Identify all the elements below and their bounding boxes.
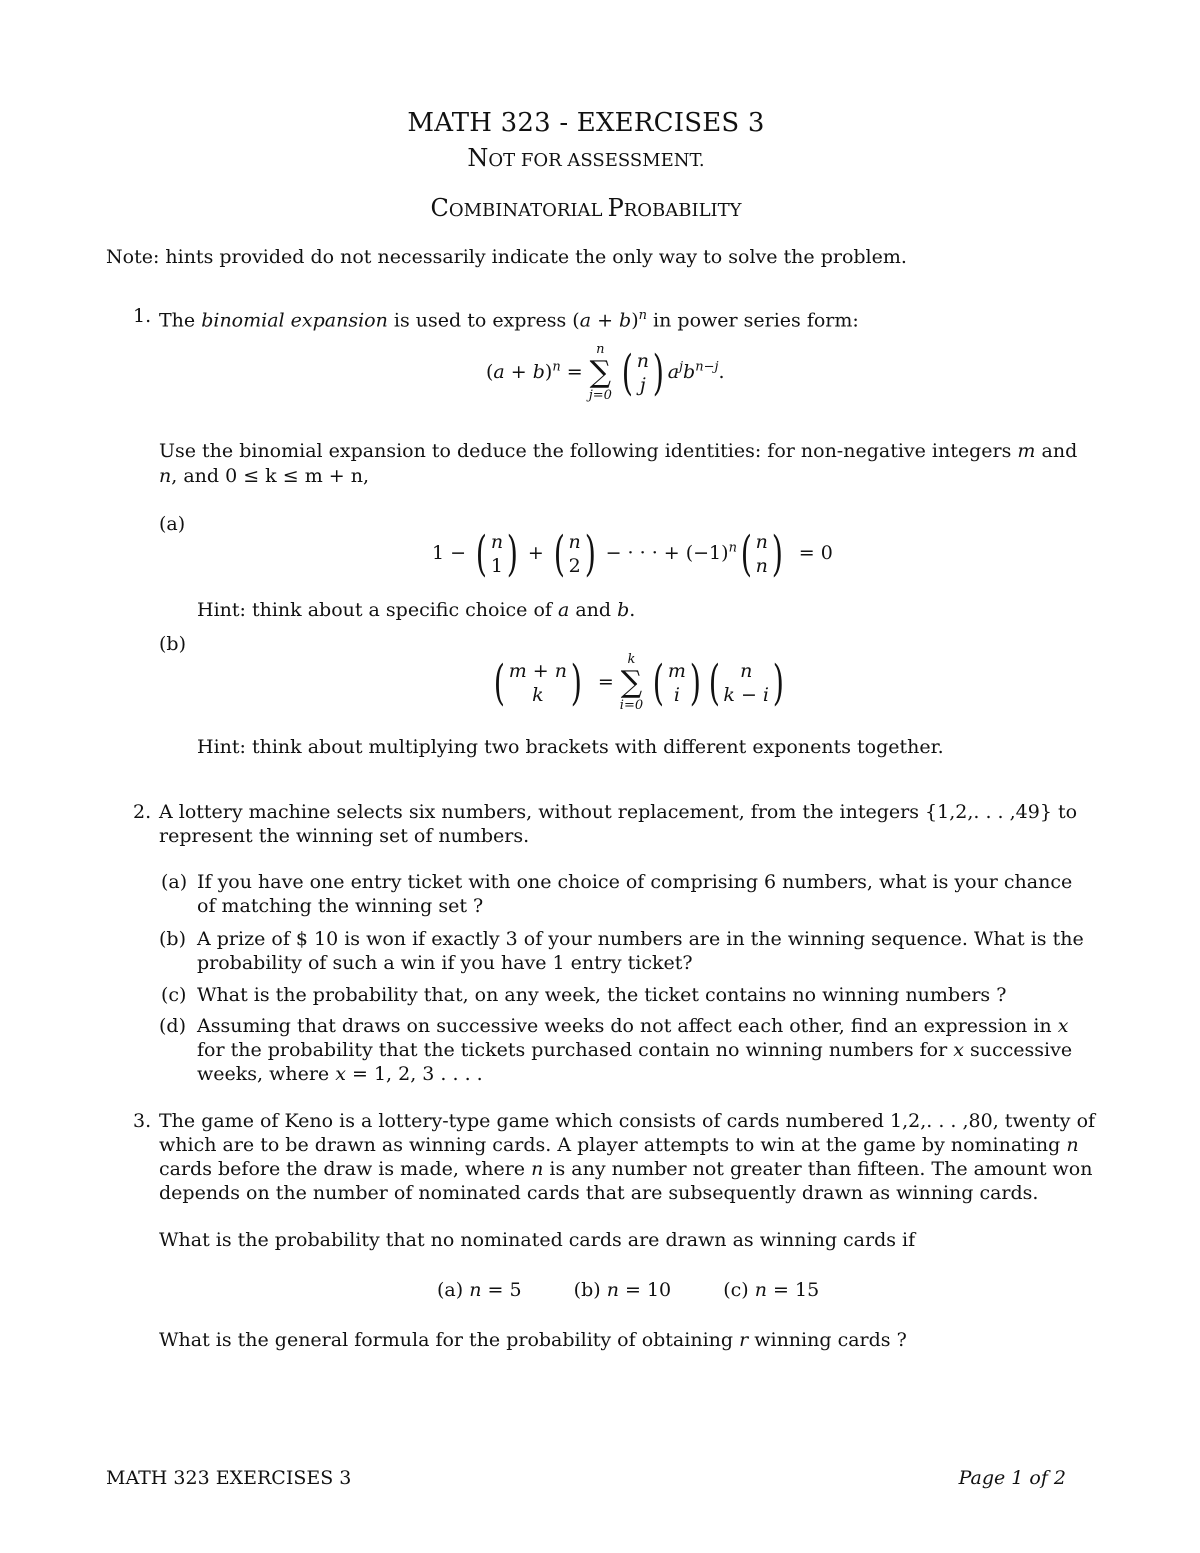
q1-use-line2: n, and 0 ≤ k ≤ m + n, (159, 465, 369, 487)
q2-c-line1: What is the probability that, on any week, the ticket contains no winning numbers ? (197, 984, 1007, 1006)
q2-d-label: (d) (159, 1015, 186, 1037)
q3-number: 3. (133, 1110, 152, 1132)
q2-d-line2: for the probability that the tickets purchased contain no winning numbers for x successive (197, 1039, 1073, 1061)
q1-use-line1: Use the binomial expansion to deduce the following identities: for non-negative integers m and (159, 440, 1078, 462)
hint-a: Hint: think about a specific choice of a and b. (197, 599, 636, 621)
q2-intro-line2: represent the winning set of numbers. (159, 825, 530, 847)
q2-a-label: (a) (161, 871, 188, 893)
q1-intro: The binomial expansion is used to express $(a + b)^n$ in power series form: (159, 308, 859, 332)
footer-page-number: Page 1 of 2 (958, 1467, 1066, 1489)
topic-heading: COMBINATORIAL PROBABILITY (430, 194, 742, 222)
q2-b-line1: A prize of $ 10 is won if exactly 3 of your numbers are in the winning sequence. What is the (197, 928, 1084, 950)
q3-line3: cards before the draw is made, where n is any number not greater than fifteen. The amount won (159, 1158, 1093, 1180)
q1-part-a-label: (a) (159, 513, 186, 535)
footer-left: MATH 323 EXERCISES 3 (106, 1467, 352, 1489)
q3-line2: which are to be drawn as winning cards. A player attempts to win at the game by nominating n (159, 1134, 1079, 1156)
q3-question: What is the probability that no nominated cards are drawn as winning cards if (159, 1229, 916, 1251)
q3-line1: The game of Keno is a lottery-type game which consists of cards numbered 1,2,. . . ,80, twenty of (159, 1110, 1096, 1132)
identity-b-formula: ( m + n k ) = k ∑ i=0 ( m i ) ( n k − i) (493, 652, 784, 713)
binomial-expansion-formula: $(a + b)^n$ = n ∑ j=0 ( n j ) $a^jb^{n-j}$. (486, 342, 725, 403)
q2-b-label: (b) (159, 928, 186, 950)
q3-cases: (a) n = 5 (b) n = 10 (c) n = 15 (437, 1279, 820, 1301)
hint-b: Hint: think about multiplying two brackets with different exponents together. (197, 736, 944, 758)
identity-a-formula: 1 − ( n 1) + ( n 2) − · · · + $(-1)^n$( n n) = 0 (432, 526, 833, 582)
page-title: MATH 323 - EXERCISES 3 (407, 108, 765, 138)
q2-a-line2: of matching the winning set ? (197, 895, 484, 917)
q2-number: 2. (133, 801, 152, 823)
subtitle: NOT FOR ASSESSMENT. (467, 144, 705, 172)
q3-line4: depends on the number of nominated cards that are subsequently drawn as winning cards. (159, 1182, 1039, 1204)
q1-part-b-label: (b) (159, 633, 186, 655)
q3-general: What is the general formula for the probability of obtaining r winning cards ? (159, 1329, 907, 1351)
q2-intro-line1: A lottery machine selects six numbers, without replacement, from the integers {1,2,. . . ,49} to (159, 801, 1078, 823)
note-text: Note: hints provided do not necessarily indicate the only way to solve the problem. (106, 246, 907, 268)
q2-b-line2: probability of such a win if you have 1 entry ticket? (197, 952, 693, 974)
q2-c-label: (c) (161, 984, 187, 1006)
q2-d-line3: weeks, where x = 1, 2, 3 . . . . (197, 1063, 483, 1085)
q1-number: 1. (133, 305, 152, 327)
q2-a-line1: If you have one entry ticket with one choice of comprising 6 numbers, what is your chance (197, 871, 1073, 893)
q2-d-line1: Assuming that draws on successive weeks do not affect each other, find an expression in x (197, 1015, 1069, 1037)
